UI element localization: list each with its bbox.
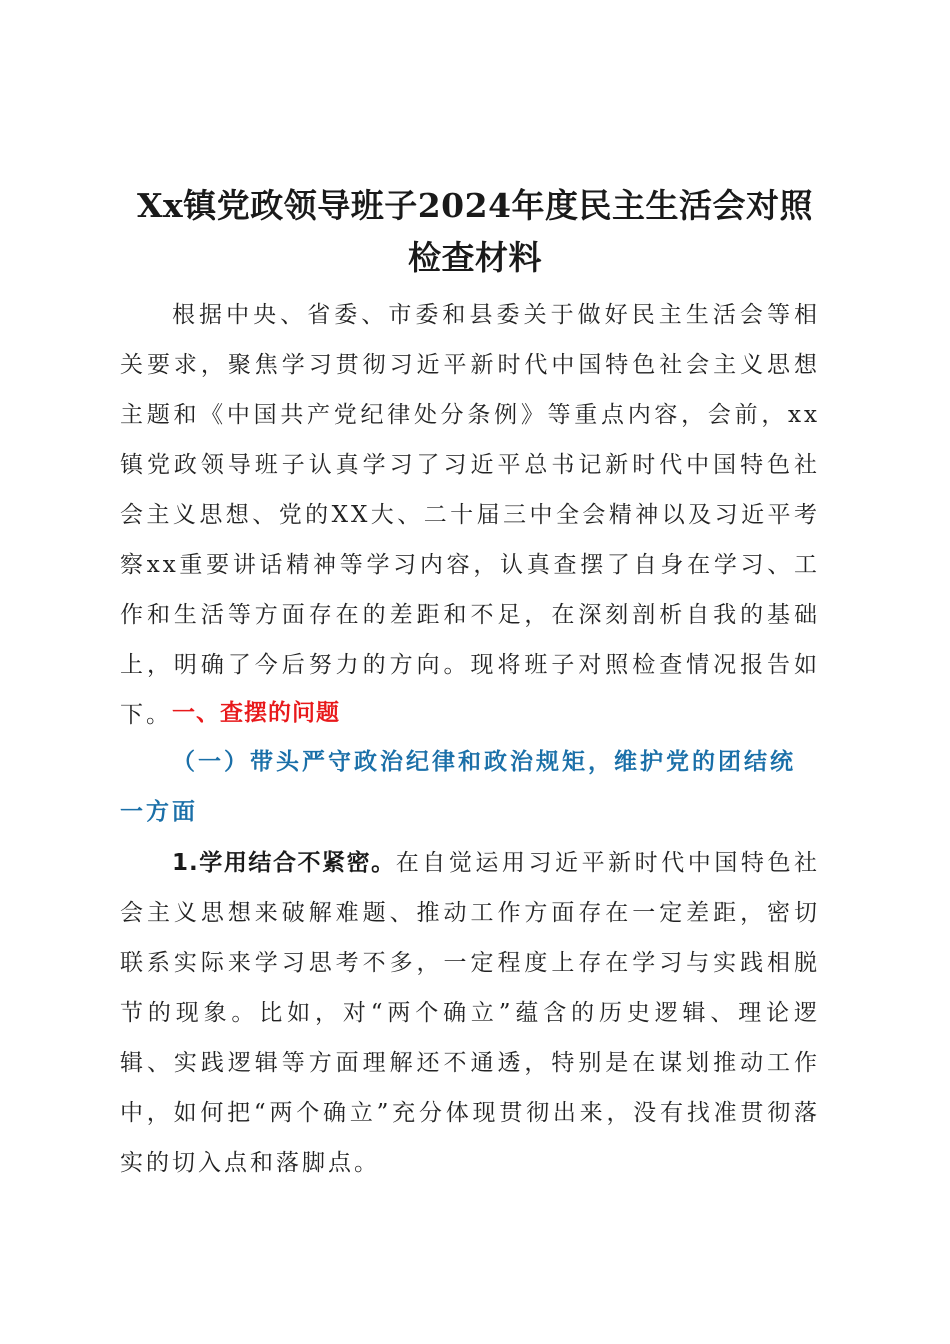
item-1-paragraph	[120, 838, 820, 1188]
item-1-body: 在自觉运用习近平新时代中国特色社会主义思想来破解难题、推动工作方面存在一定差距，密切联系实际来学习思考不多，一定程度上存在学习与实践相脱节的现象。比如，对“两个确立”蕴含的历史逻辑、理论逻辑、实践逻辑等方面理解还不通透，特别是在谋划推动工作中，如何把“两个确立”充分体现贯彻出来，没有找准贯彻落实的切入点和落脚点。	[120, 850, 821, 1176]
intro-paragraph: 根据中央、省委、市委和县委关于做好民主生活会等相关要求，聚焦学习贯彻习近平新时代中国特色社会主义思想主题和《中国共产党纪律处分条例》等重点内容，会前，xx镇党政领导班子认真学习了习近平总书记新时代中国特色社会主义思想、党的XX大、二十届三中全会精神以及习近平考察xx重要讲话精神等学习内容，认真查摆了自身在学习、工作和生活等方面存在的差距和不足，在深刻剖析自我的基础上，明确了今后努力的方向。现将班子对照检查情况报告如下。	[120, 302, 820, 728]
item-1-section	[120, 838, 820, 1188]
section-heading-problems: 一、查摆的问题	[172, 700, 340, 726]
title-line-1: Xx镇党政领导班子2024年度民主生活会对照	[136, 186, 814, 226]
intro-section	[120, 290, 820, 740]
document-title	[100, 180, 850, 284]
item-1-lead: 1.学用结合不紧密。	[172, 850, 396, 876]
title-line-2: 检查材料	[408, 238, 542, 278]
subsection-heading-political-discipline: （一）带头严守政治纪律和政治规矩，维护党的团结统一方面	[120, 748, 796, 825]
